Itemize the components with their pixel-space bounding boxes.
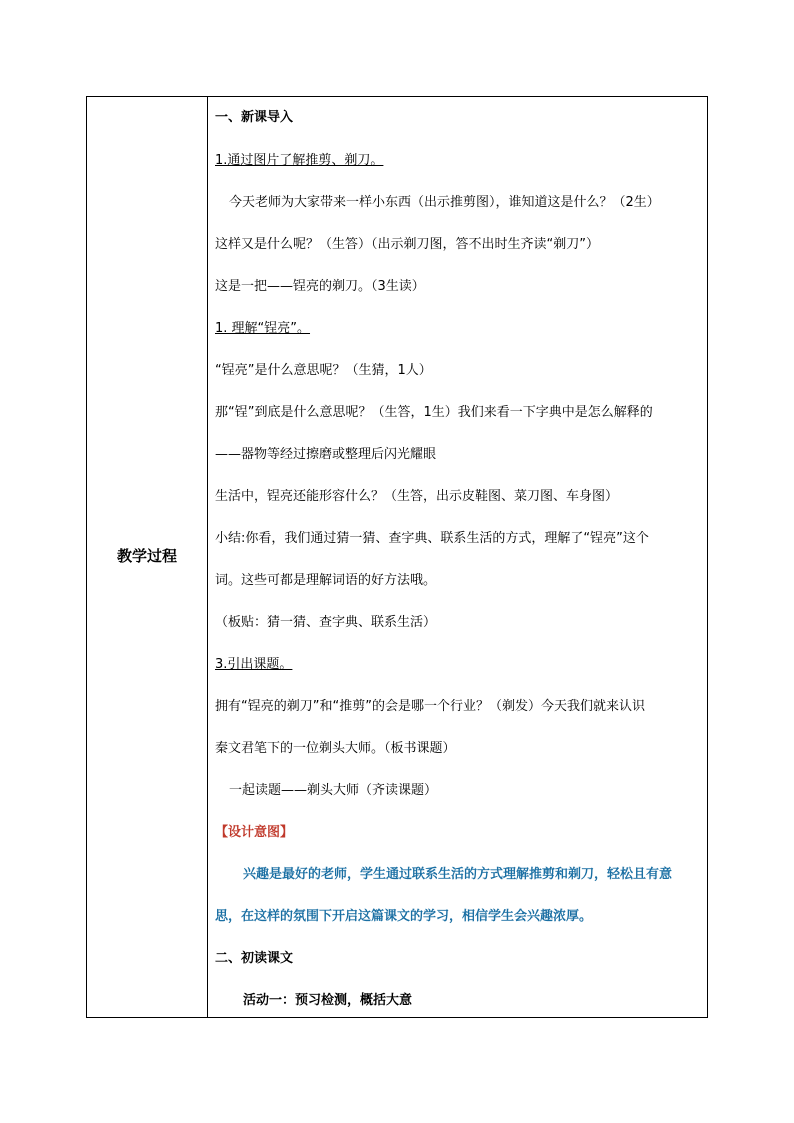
- paragraph-line: 秦文君笔下的一位剃头大师。（板书课题）: [215, 741, 456, 756]
- paragraph-line: 拥有“锃亮的剃刀”和“推剪”的会是哪一个行业？（剃发）今天我们就来认识: [215, 699, 645, 714]
- paragraph-line: 一起读题——剃头大师（齐读课题）: [229, 783, 438, 798]
- paragraph-line: “锃亮”是什么意思呢？（生猜，1人）: [215, 363, 432, 378]
- paragraph-line: 今天老师为大家带来一样小东西（出示推剪图），谁知道这是什么？（2生）: [229, 195, 660, 210]
- paragraph-line: 词。这些可都是理解词语的好方法哦。: [215, 573, 437, 588]
- column-divider: [207, 97, 208, 1017]
- section-heading: 一、新课导入: [215, 110, 294, 125]
- subsection-heading: 3.引出课题。: [215, 657, 293, 672]
- activity-heading: 活动一：预习检测，概括大意: [243, 993, 413, 1008]
- paragraph-line: 生活中，锃亮还能形容什么？（生答，出示皮鞋图、菜刀图、车身图）: [215, 489, 619, 504]
- lesson-table: [86, 96, 708, 1018]
- subsection-heading: 1. 理解“锃亮”。: [215, 321, 311, 336]
- paragraph-line: 这是一把——锃亮的剃刀。（3生读）: [215, 279, 425, 294]
- design-intent-text: 兴趣是最好的老师，学生通过联系生活的方式理解推剪和剃刀，轻松且有意: [243, 867, 673, 882]
- paragraph-line: 这样又是什么呢？（生答）（出示剃刀图，答不出时生齐读“剃刀”）: [215, 237, 599, 252]
- paragraph-line: 那“锃”到底是什么意思呢？（生答，1生）我们来看一下字典中是怎么解释的: [215, 405, 653, 420]
- paragraph-line: ——器物等经过擦磨或整理后闪光耀眼: [215, 447, 437, 462]
- subsection-heading: 1.通过图片了解推剪、剃刀。: [215, 153, 384, 168]
- section-heading: 二、初读课文: [215, 951, 294, 966]
- teaching-process-label: 教学过程: [116, 547, 177, 565]
- design-intent-heading: 【设计意图】: [215, 825, 294, 840]
- design-intent-text: 思，在这样的氛围下开启这篇课文的学习，相信学生会兴趣浓厚。: [215, 909, 593, 924]
- paragraph-line: 小结:你看，我们通过猜一猜、查字典、联系生活的方式，理解了“锃亮”这个: [215, 531, 649, 546]
- paragraph-line: （板贴：猜一猜、查字典、联系生活）: [215, 615, 437, 630]
